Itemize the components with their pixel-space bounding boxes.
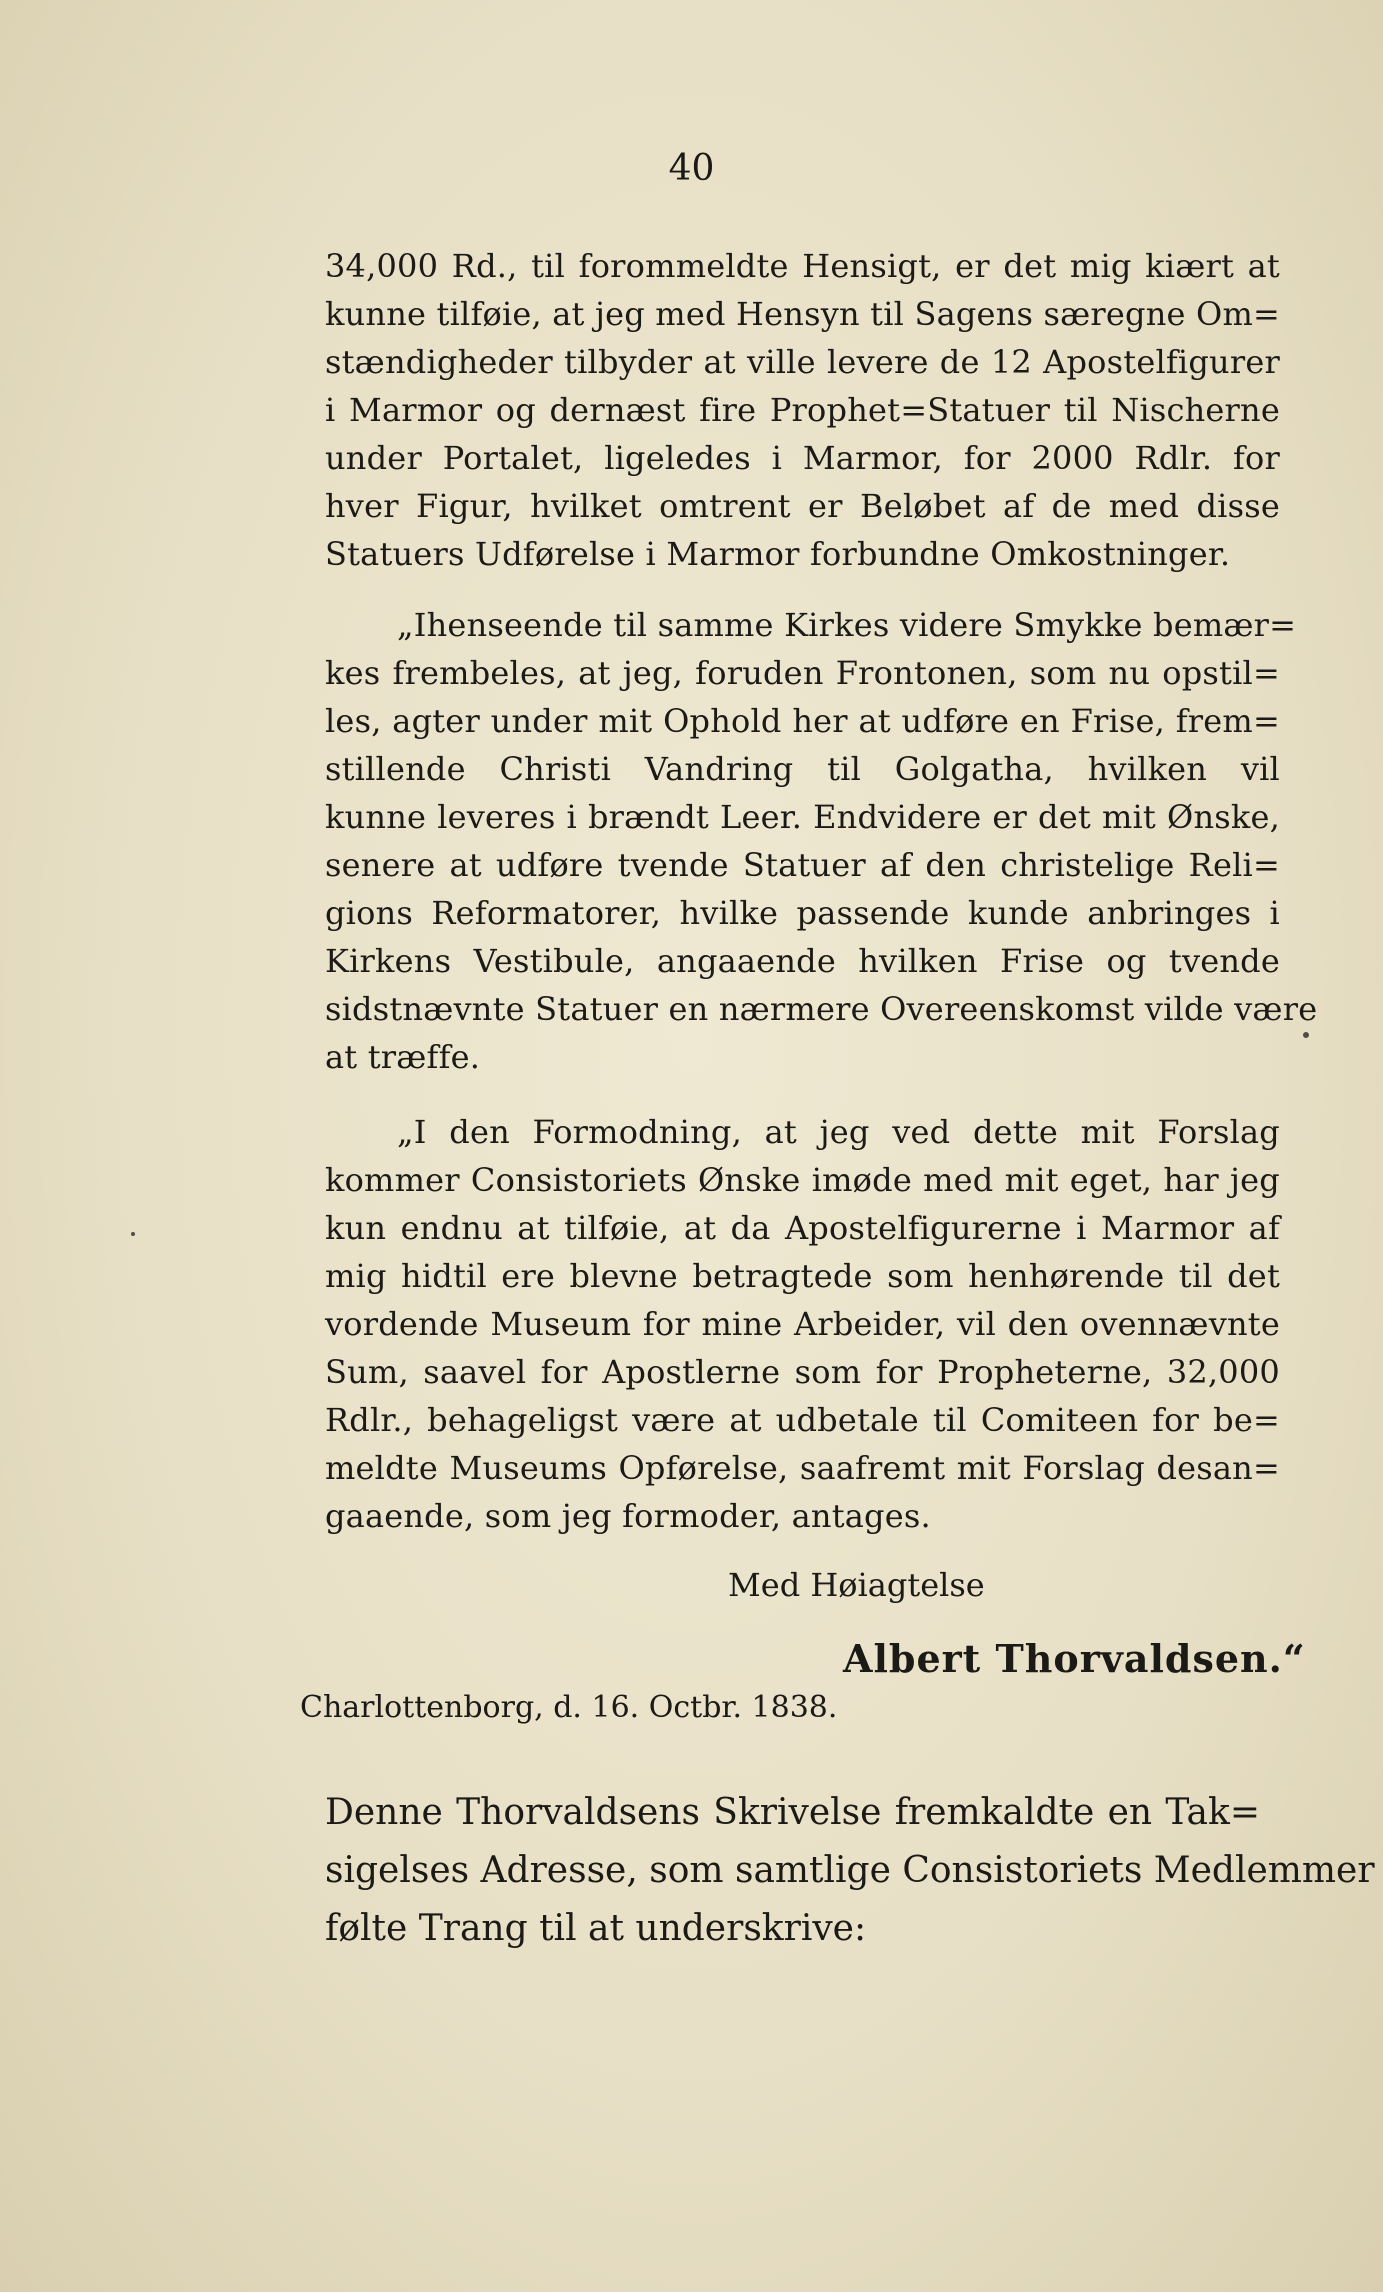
text-line: Rdlr., behageligst være at udbetale til Comiteen for be= — [325, 1401, 1280, 1439]
text-line: hver Figur, hvilket omtrent er Beløbet af de med disse — [325, 487, 1280, 525]
text-line: kunne leveres i brændt Leer. Endvidere er det mit Ønske, — [325, 798, 1280, 836]
text-line: Kirkens Vestibule, angaaende hvilken Frise og tvende — [325, 942, 1280, 980]
text-line: kommer Consistoriets Ønske imøde med mit eget, har jeg — [325, 1161, 1280, 1199]
text-line: gions Reformatorer, hvilke passende kunde anbringes i — [325, 894, 1280, 932]
text-line: 34,000 Rd., til forommeldte Hensigt, er det mig kiært at — [325, 247, 1280, 285]
place-date: Charlottenborg, d. 16. Octbr. 1838. — [300, 1690, 838, 1725]
ink-speck — [131, 1232, 135, 1236]
text-line: under Portalet, ligeledes i Marmor, for 2000 Rdlr. for — [325, 439, 1280, 477]
text-line: at træffe. — [325, 1038, 481, 1076]
text-line: sidstnævnte Statuer en nærmere Overeenskomst vilde være — [325, 990, 1318, 1028]
text-line: „I den Formodning, at jeg ved dette mit Forslag — [397, 1113, 1280, 1151]
text-line: i Marmor og dernæst fire Prophet=Statuer til Nischerne — [325, 391, 1280, 429]
text-line: senere at udføre tvende Statuer af den christelige Reli= — [325, 846, 1280, 884]
closing-salutation: Med Høiagtelse — [728, 1566, 985, 1604]
ink-speck — [1303, 1032, 1309, 1038]
signature: Albert Thorvaldsen.“ — [843, 1636, 1306, 1681]
text-line: stændigheder tilbyder at ville levere de 12 Apostelfigurer — [325, 343, 1280, 381]
page-number: 40 — [668, 148, 715, 189]
text-line: kunne tilføie, at jeg med Hensyn til Sagens særegne Om= — [325, 295, 1281, 333]
text-line: gaaende, som jeg formoder, antages. — [325, 1497, 931, 1535]
text-line: følte Trang til at underskrive: — [325, 1908, 867, 1949]
text-line: vordende Museum for mine Arbeider, vil den ovennævnte — [325, 1305, 1280, 1343]
text-line: meldte Museums Opførelse, saafremt mit Forslag desan= — [325, 1449, 1280, 1487]
text-line: Denne Thorvaldsens Skrivelse fremkaldte en Tak= — [325, 1792, 1260, 1833]
text-line: kun endnu at tilføie, at da Apostelfigurerne i Marmor af — [325, 1209, 1280, 1247]
text-line: Statuers Udførelse i Marmor forbundne Omkostninger. — [325, 535, 1231, 573]
text-line: sigelses Adresse, som samtlige Consistoriets Medlemmer — [325, 1850, 1375, 1891]
text-line: les, agter under mit Ophold her at udføre en Frise, frem= — [325, 702, 1280, 740]
text-line: „Ihenseende til samme Kirkes videre Smykke bemær= — [397, 606, 1297, 644]
text-line: mig hidtil ere blevne betragtede som henhørende til det — [325, 1257, 1280, 1295]
text-line: kes frembeles, at jeg, foruden Frontonen, som nu opstil= — [325, 654, 1280, 692]
text-line: Sum, saavel for Apostlerne som for Propheterne, 32,000 — [325, 1353, 1280, 1391]
text-line: stillende Christi Vandring til Golgatha, hvilken vil — [325, 750, 1280, 788]
